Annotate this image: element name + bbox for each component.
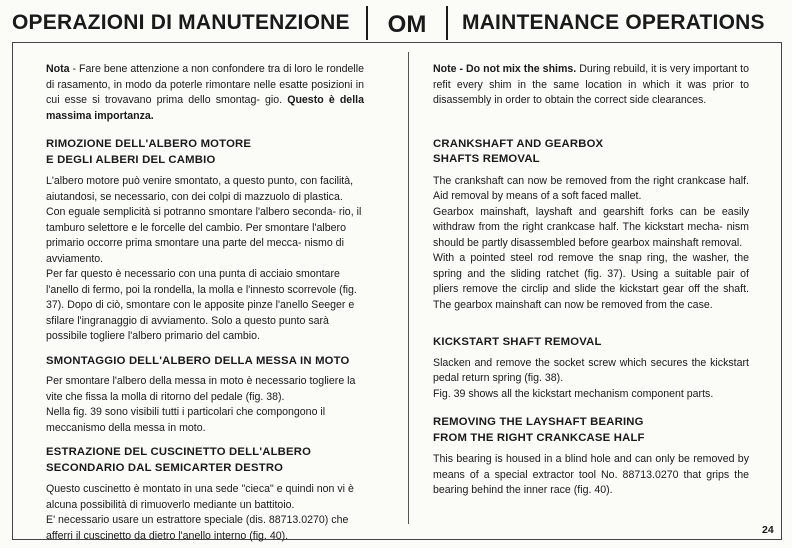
section-heading — [433, 137, 749, 168]
paragraph: Gearbox mainshaft, layshaft and gearshift forks can be easily withdraw from the right crankcase half. The kickstart mecha- nism should be partly disassembled before gearbox mainshaft removal. — [433, 205, 749, 249]
section-heading-line: SECONDARIO DAL SEMICARTER DESTRO — [46, 461, 284, 474]
section-heading: SMONTAGGIO DELL'ALBERO DELLA MESSA IN MOTO — [46, 354, 350, 367]
note-emphasis: Note - Do not mix the shims. — [433, 63, 577, 75]
section-heading-line: FROM THE RIGHT CRANKCASE HALF — [433, 431, 645, 444]
header-title-italian: OPERAZIONI DI MANUTENZIONE — [12, 11, 350, 34]
paragraph: E' necessario usare un estrattore speciale (dis. 88713.0270) che afferri il cuscinetto da dietro l'anello interno (fig. 40). — [46, 514, 349, 542]
note-italian — [46, 62, 364, 124]
note-label: Nota — [46, 63, 70, 75]
section-heading-line: CRANKSHAFT AND GEARBOX — [433, 137, 604, 150]
paragraph: Per far questo è necessario con una punta di acciaio smontare l'anello di fermo, poi la rondella, la molla e l'innesto scorrevole (fig. 37). Dopo di ciò, smontare con le apposite pinze l'anello Seeger e sfilare l'ingranaggio di avviamento. Solo a questo punto sarà possibile togliere l'albero primario del cambio. — [46, 268, 357, 342]
section-heading-line: ESTRAZIONE DEL CUSCINETTO DELL'ALBERO — [46, 446, 312, 458]
note-english — [433, 62, 749, 109]
section-heading — [433, 415, 749, 446]
paragraph: This bearing is housed in a blind hole and can only be removed by means of a special extractor tool No. 88713.0270 that grips the bearing behind the inner race (fig. 40). — [433, 453, 749, 496]
section-heading: KICKSTART SHAFT REMOVAL — [433, 336, 602, 348]
section-heading — [46, 137, 364, 168]
header-title-english: MAINTENANCE OPERATIONS — [462, 11, 765, 34]
english-column — [433, 62, 749, 499]
paragraph: With a pointed steel rod remove the snap ring, the washer, the spring and the sliding ratchet (fig. 37). Using a suitable pair of pliers remove the circlip and slide the kickstart gear off the shaft. The gearbox mainshaft can now be removed from the case. — [433, 252, 749, 311]
column-divider — [408, 52, 409, 524]
paragraph: Slacken and remove the socket screw which secures the kickstart pedal return spring (fig. 38). — [433, 356, 749, 384]
paragraph: Con eguale semplicità si potranno smontare l'albero seconda- rio, il tamburo selettore e le forcelle del cambio. Per smontare l'albero primario occorre prima smontare una parte del mecca- nismo di avviamento. — [46, 206, 362, 265]
section-heading — [46, 445, 364, 476]
paragraph: Per smontare l'albero della messa in moto è necessario togliere la vite che fissa la molla di ritorno del pedale (fig. 38). — [46, 375, 356, 403]
section-heading-line: E DEGLI ALBERI DEL CAMBIO — [46, 153, 216, 166]
paragraph: Nella fig. 39 sono visibili tutti i particolari che compongono il meccanismo della messa in moto. — [46, 406, 326, 434]
section-heading-line: RIMOZIONE DELL'ALBERO MOTORE — [46, 138, 252, 150]
header-section-code: OM — [366, 6, 448, 40]
note-text: During rebuild, it is very important to refit every shim in the same location in which it was prior to disassembly in order to obtain the correct side clearances. — [433, 63, 750, 106]
paragraph: Fig. 39 shows all the kickstart mechanism component parts. — [433, 387, 714, 400]
paragraph: L'albero motore può venire smontato, a questo punto, con facilità, aiutandosi, se necessario, con dei colpi di mazzuolo di plastica. — [46, 175, 354, 203]
note-emphasis: Questo è della massima importanza. — [46, 94, 364, 122]
paragraph: The crankshaft can now be removed from the right crankcase half. Aid removal by means of a soft faced mallet. — [433, 174, 749, 202]
page-header — [12, 6, 782, 42]
note-text: - Fare bene attenzione a non confondere tra di loro le rondelle di rasamento, in modo da poterle rimontare nelle esatte posizioni in cui esse si trovavano prima dello smontag- gio. — [46, 63, 364, 106]
section-heading-line: SHAFTS REMOVAL — [433, 153, 540, 165]
page-number: 24 — [762, 524, 774, 536]
paragraph: Questo cuscinetto è montato in una sede "cieca" e quindi non vi è alcuna possibilità di rimuoverlo mediante un battitoio. — [46, 483, 354, 511]
section-heading-line: REMOVING THE LAYSHAFT BEARING — [433, 416, 644, 428]
italian-column — [46, 62, 364, 544]
